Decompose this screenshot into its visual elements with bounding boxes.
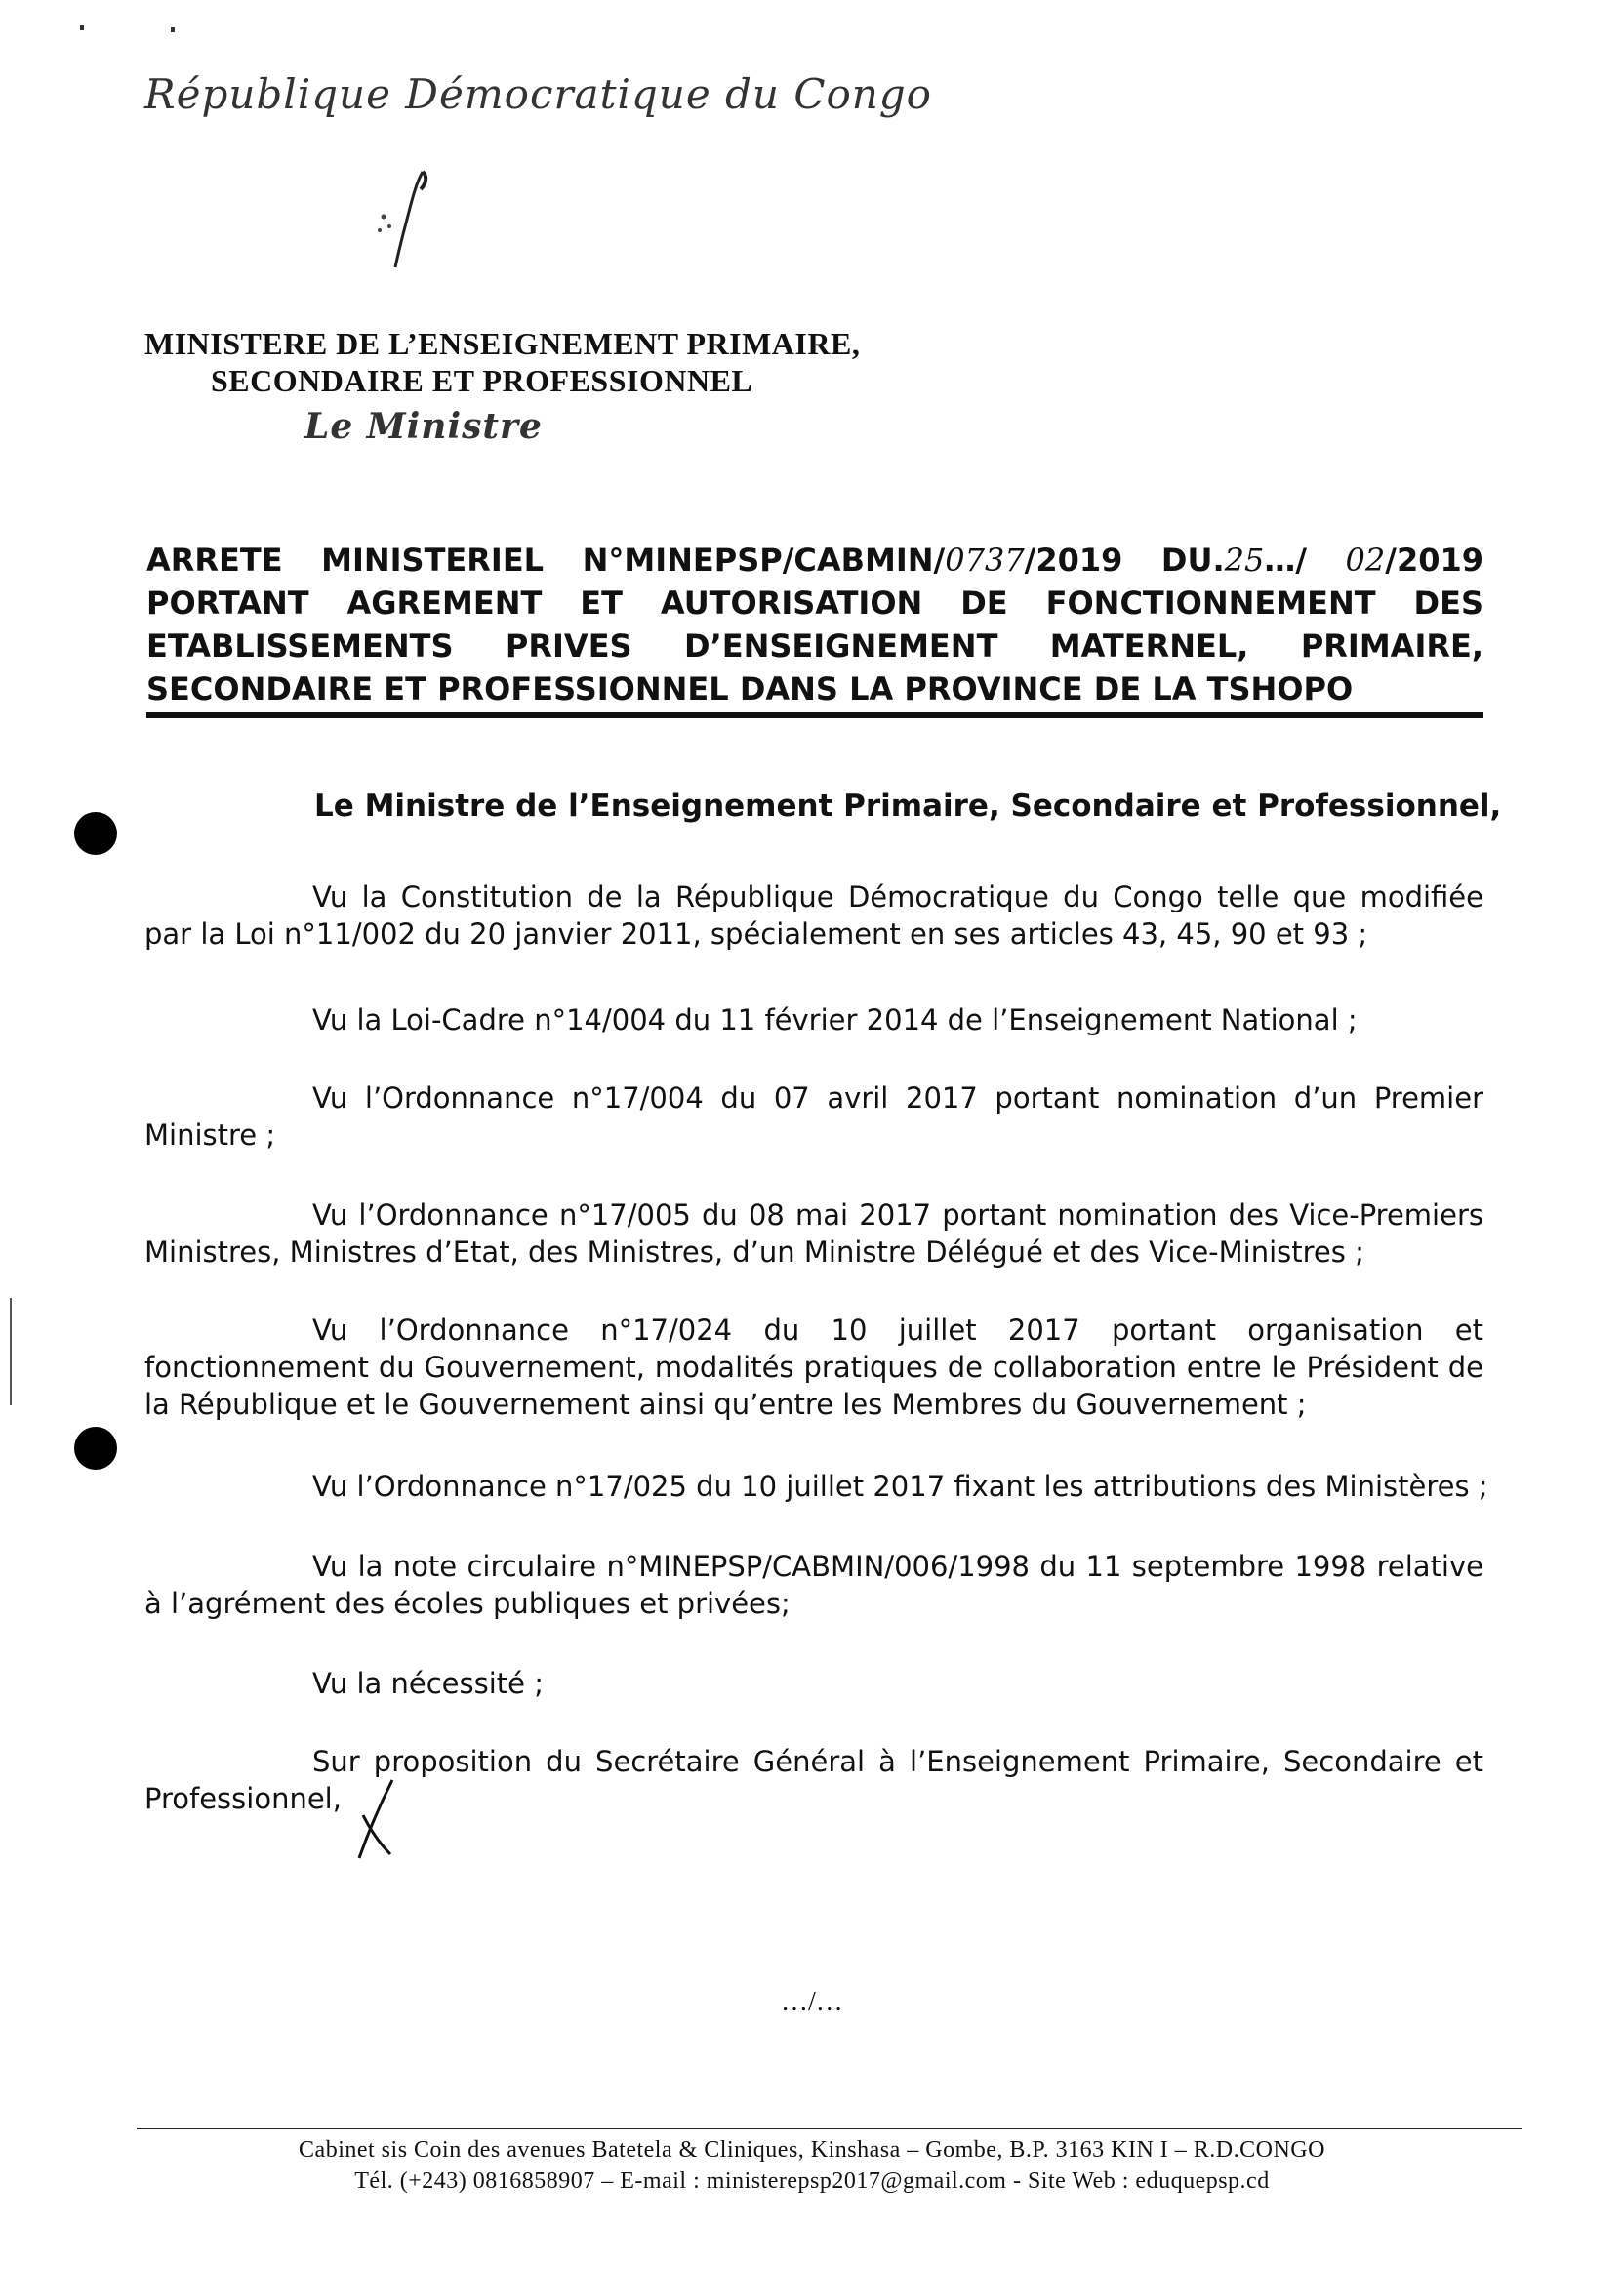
emblem-mark bbox=[366, 166, 444, 273]
ministry-line-1: MINISTERE DE L’ENSEIGNEMENT PRIMAIRE, bbox=[144, 326, 861, 361]
paragraph-proposition: Sur proposition du Secrétaire Général à l’Enseignement Primaire, Secondaire et Professionnel, bbox=[144, 1745, 1483, 1815]
paragraph-ordonnance-17-004: Vu l’Ordonnance n°17/004 du 07 avril 2017 portant nomination d’un Premier Ministre ; bbox=[144, 1081, 1483, 1152]
paragraph-ordonnance-17-025: Vu l’Ordonnance n°17/025 du 10 juillet 2017 fixant les attributions des Ministères ; bbox=[312, 1470, 1488, 1503]
paragraph-constitution: Vu la Constitution de la République Démocratique du Congo telle que modifiée par la Loi n°11/002 du 20 janvier 2011, spécialement en ses articles 43, 45, 90 et 93 ; bbox=[144, 880, 1483, 951]
title-underline bbox=[146, 712, 1483, 718]
ref-prefix: ARRETE MINISTERIEL N°MINEPSP/CABMIN/ bbox=[146, 542, 946, 579]
ministry-line-2: SECONDAIRE ET PROFESSIONNEL bbox=[211, 363, 753, 398]
ref-mid: /2019 DU. bbox=[1024, 542, 1225, 579]
paragraph-ordonnance-17-005: Vu l’Ordonnance n°17/005 du 08 mai 2017 portant nomination des Vice-Premiers Ministres, Ministres d’Etat, des Ministres, d’un Ministre Délégué et des Vice-Ministres ; bbox=[144, 1198, 1483, 1269]
le-ministre-signature-line: Le Ministre bbox=[304, 406, 543, 447]
continuation-mark: …/… bbox=[781, 1987, 843, 2017]
handwritten-month: 02 bbox=[1345, 542, 1386, 579]
footer-address: Cabinet sis Coin des avenues Batetela & Cliniques, Kinshasa – Gombe, B.P. 3163 KIN I – R.D.CONGO bbox=[299, 2137, 1325, 2163]
paragraph-note-circulaire: Vu la note circulaire n°MINEPSP/CABMIN/006/1998 du 11 septembre 1998 relative à l’agrément des écoles publiques et privées; bbox=[144, 1550, 1483, 1620]
paraph-initial bbox=[342, 1776, 410, 1864]
title-line-3: ETABLISSEMENTS PRIVES D’ENSEIGNEMENT MATERNEL, PRIMAIRE, bbox=[146, 628, 1483, 665]
margin-line bbox=[10, 1298, 12, 1405]
ref-year: /2019 bbox=[1385, 542, 1483, 579]
paragraph-loi-cadre: Vu la Loi-Cadre n°14/004 du 11 février 2014 de l’Enseignement National ; bbox=[312, 1003, 1358, 1036]
punch-hole bbox=[74, 812, 117, 855]
decree-reference bbox=[146, 539, 1483, 582]
handwritten-day: 25 bbox=[1224, 542, 1265, 579]
title-line-2: PORTANT AGREMENT ET AUTORISATION DE FONCTIONNEMENT DES bbox=[146, 585, 1483, 622]
title-line-4: SECONDAIRE ET PROFESSIONNEL DANS LA PROVINCE DE LA TSHOPO bbox=[146, 670, 1354, 708]
republic-heading: République Démocratique du Congo bbox=[144, 70, 932, 118]
ref-sep: …/ bbox=[1264, 542, 1346, 579]
punch-hole bbox=[74, 1427, 117, 1470]
intro-line: Le Ministre de l’Enseignement Primaire, Secondaire et Professionnel, bbox=[314, 789, 1502, 824]
footer-contact: Tél. (+243) 0816858907 – E-mail : ministerepsp2017@gmail.com - Site Web : eduquepsp.cd bbox=[354, 2169, 1270, 2194]
scan-speck bbox=[171, 27, 175, 32]
handwritten-number: 0737 bbox=[945, 542, 1025, 579]
scan-speck bbox=[80, 25, 84, 30]
footer-rule bbox=[137, 2128, 1522, 2129]
paragraph-necessite: Vu la nécessité ; bbox=[312, 1667, 544, 1700]
paragraph-ordonnance-17-024: Vu l’Ordonnance n°17/024 du 10 juillet 2017 portant organisation et fonctionnement du Gouvernement, modalités pratiques de collaboration entre le Président de la République et le Gouvernement ainsi qu’entre les Membres du Gouvernement ; bbox=[144, 1314, 1483, 1421]
